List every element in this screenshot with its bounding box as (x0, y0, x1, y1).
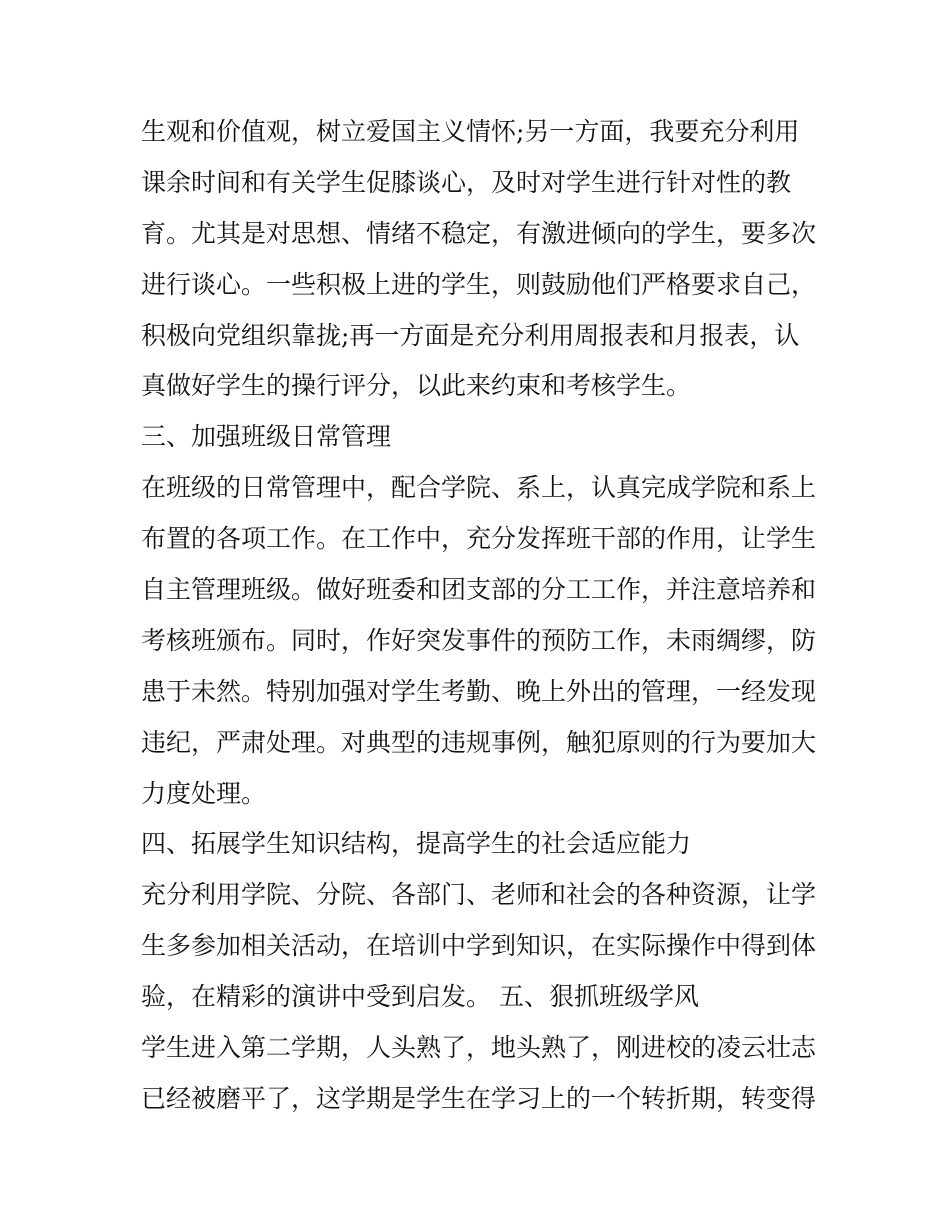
text-line: 自主管理班级。做好班委和团支部的分工工作，并注意培养和 (141, 575, 817, 605)
text-line: 生多参加相关活动，在培训中学到知识，在实际操作中得到体 (141, 931, 817, 961)
text-line: 验，在精彩的演讲中受到启发。 五、狠抓班级学风 (141, 982, 699, 1012)
text-line: 进行谈心。一些积极上进的学生，则鼓励他们严格要求自己， (141, 269, 817, 299)
text-line: 在班级的日常管理中，配合学院、系上，认真完成学院和系上 (141, 473, 817, 503)
text-line: 布置的各项工作。在工作中，充分发挥班干部的作用，让学生 (141, 524, 817, 554)
text-line: 积极向党组织靠拢;再一方面是充分利用周报表和月报表，认 (141, 320, 800, 350)
text-line: 力度处理。 (141, 778, 267, 808)
text-line: 患于未然。特别加强对学生考勤、晚上外出的管理，一经发现 (141, 676, 817, 706)
text-line: 考核班颁布。同时，作好突发事件的预防工作，未雨绸缪，防 (141, 625, 817, 655)
text-line: 违纪，严肃处理。对典型的违规事例，触犯原则的行为要加大 (141, 727, 817, 757)
text-line: 充分利用学院、分院、各部门、老师和社会的各种资源，让学 (141, 880, 817, 910)
section-heading: 四、拓展学生知识结构，提高学生的社会适应能力 (141, 829, 692, 859)
text-line: 育。尤其是对思想、情绪不稳定，有激进倾向的学生，要多次 (141, 218, 817, 248)
text-line: 生观和价值观，树立爱国主义情怀;另一方面，我要充分利用 (141, 117, 800, 146)
document-body (141, 107, 817, 1125)
text-line: 真做好学生的操行评分，以此来约束和考核学生。 (141, 371, 692, 401)
text-line: 已经被磨平了，这学期是学生在学习上的一个转折期，转变得 (141, 1083, 817, 1113)
text-line: 课余时间和有关学生促膝谈心，及时对学生进行针对性的教 (141, 167, 792, 197)
text-line: 学生进入第二学期，人头熟了，地头熟了，刚进校的凌云壮志 (141, 1033, 817, 1063)
section-heading: 三、加强班级日常管理 (141, 422, 392, 452)
